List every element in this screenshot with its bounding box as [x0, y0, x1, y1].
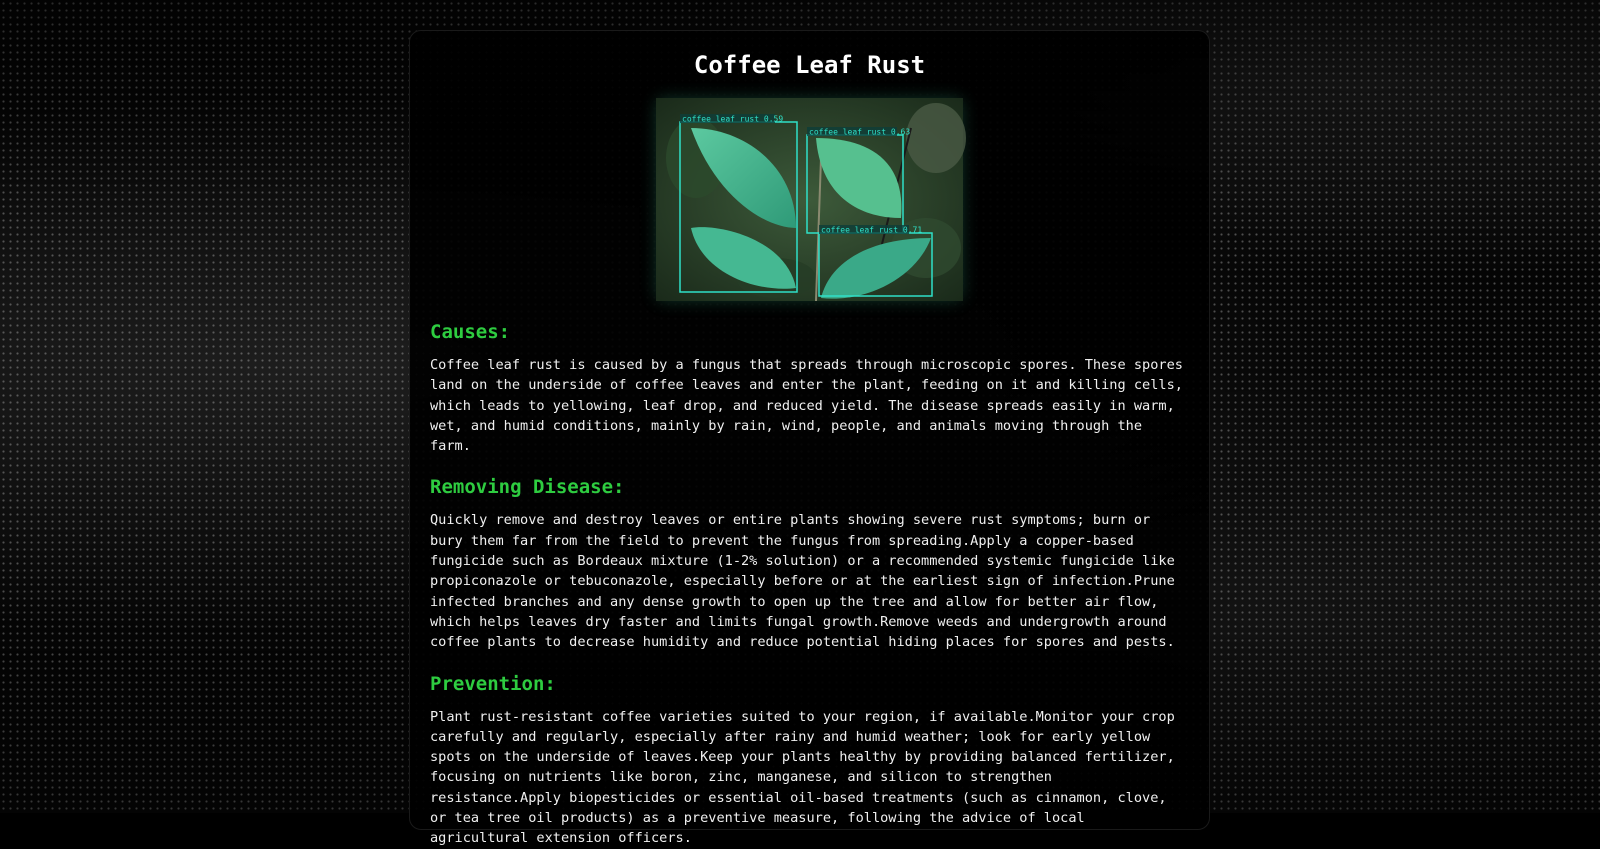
result-panel: [409, 30, 1210, 847]
detection-image: [656, 98, 963, 301]
detection-label: coffee leaf rust 0.59: [682, 114, 784, 124]
causes-heading: Causes:: [430, 321, 511, 343]
causes-text: Coffee leaf rust is caused by a fungus that spreads through microscopic spores. These spores land on the underside of coffee leaves and enter the plant, feeding on it and killing cells, which leads to yellowing, leaf drop, and reduced yield. The disease spreads easily in warm, wet, and humid conditions, mainly by rain, wind, people, and animals moving through the farm.: [430, 357, 1183, 455]
detection-label: coffee leaf rust 0.71: [821, 225, 923, 235]
prevention-heading: Prevention:: [430, 672, 556, 695]
page-title: Coffee Leaf Rust: [693, 51, 926, 79]
removing-disease-text: Quickly remove and destroy leaves or entire plants showing severe rust symptoms; burn or bury them far from the field to prevent the fungus from spreading.Apply a copper-based fungicide such as Bordeaux mixture (1-2% solution) or a recommended systemic fungicide like propiconazole or tebuconazole, especially before or at the earliest sign of infection.Prune infected branches and any dense growth to open up the tree and allow for better air flow, which helps leaves dry faster and limits fungal growth.Remove weeds and undergrowth around coffee plants to decrease humidity and reduce potential hiding places for spores and pests.: [430, 512, 1175, 651]
prevention-text: Plant rust-resistant coffee varieties suited to your region, if available.Monitor your crop carefully and regularly, especially after rainy and humid weather; look for early yellow spots on the underside of leaves.Keep your plants healthy by providing balanced fertilizer, focusing on nutrients like boron, zinc, manganese, and silicon to strengthen resistance.Apply biopesticides or essential oil-based treatments (such as cinnamon, clove, or tea tree oil products) as a preventive measure, following the advice of local agricultural extension officers.: [430, 708, 1175, 847]
removing-disease-heading: Removing Disease:: [430, 476, 625, 499]
detection-label: coffee leaf rust 0.63: [809, 127, 911, 137]
